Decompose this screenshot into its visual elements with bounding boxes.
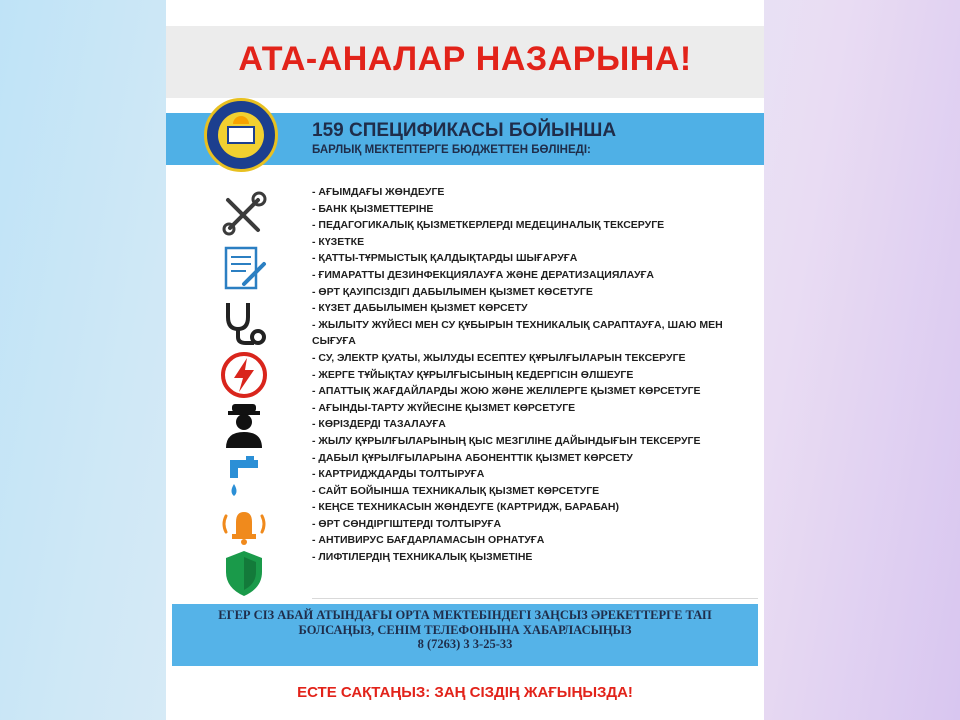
document-pen-icon xyxy=(216,244,272,294)
list-item: - ҒИМАРАТТЫ ДЕЗИНФЕКЦИЯЛАУҒА ЖӘНЕ ДЕРАТИЗАЦИЯЛАУҒА xyxy=(312,268,655,281)
poster xyxy=(166,0,764,720)
list-item: - ЖЫЛУ ҚҰРЫЛҒЫЛАРЫНЫҢ ҚЫС МЕЗГІЛІНЕ ДАЙЫНДЫҒЫН ТЕКСЕРУГЕ xyxy=(312,434,701,447)
list-item: - ЖЫЛЫТУ ЖҮЙЕСІ МЕН СУ ҚҰБЫРЫН ТЕХНИКАЛЫҚ САРАПТАУҒА, ШАЮ МЕН СЫҒУҒА xyxy=(312,318,723,348)
divider xyxy=(312,598,758,599)
alarm-bell-icon xyxy=(216,500,272,550)
list-item: - КӨРІЗДЕРДІ ТАЗАЛАУҒА xyxy=(312,418,446,431)
education-department-seal xyxy=(204,98,278,172)
hotline-text xyxy=(172,608,758,652)
list-item: - КАРТРИДЖДАРДЫ ТОЛТЫРУҒА xyxy=(312,468,485,481)
list-item: - ПЕДАГОГИКАЛЫҚ ҚЫЗМЕТКЕРЛЕРДІ МЕДЕЦИНАЛЫҚ ТЕКСЕРУГЕ xyxy=(312,219,665,232)
list-item: - ҚАТТЫ-ТҰРМЫСТЫҚ ҚАЛДЫҚТАРДЫ ШЫҒАРУҒА xyxy=(312,252,578,265)
list-item: - БАНК ҚЫЗМЕТТЕРІНЕ xyxy=(312,202,434,215)
list-item: - АҒЫНДЫ-ТАРТУ ЖҮЙЕСІНЕ ҚЫЗМЕТ КӨРСЕТУГЕ xyxy=(312,401,576,414)
list-item: - АҒЫМДАҒЫ ЖӨНДЕУГЕ xyxy=(312,186,445,198)
list-item: - ӨРТ ҚАУІПСІЗДІГІ ДАБЫЛЫМЕН ҚЫЗМЕТ КӨСЕТУГЕ xyxy=(312,285,593,298)
list-item: - ДАБЫЛ ҚҰРЫЛҒЫЛАРЫНА АБОНЕНТТІК ҚЫЗМЕТ КӨРСЕТУ xyxy=(312,451,633,464)
hotline-phone: 8 (7263) 3 3-25-33 xyxy=(417,637,513,651)
list-item: - ЛИФТІЛЕРДІҢ ТЕХНИКАЛЫҚ ҚЫЗМЕТІНЕ xyxy=(312,551,533,564)
seal-sun-icon xyxy=(233,116,249,124)
list-item: - КҮЗЕТКЕ xyxy=(312,235,365,248)
stethoscope-icon xyxy=(216,297,272,347)
seal-book-icon xyxy=(227,126,255,144)
poster-title: АТА-АНАЛАР НАЗАРЫНА! xyxy=(238,40,692,78)
hotline-line1: ЕГЕР СІЗ АБАЙ АТЫНДАҒЫ ОРТА МЕКТЕБІНДЕГІ ЗАҢСЫЗ ӘРЕКЕТТЕРГЕ ТАП xyxy=(218,608,712,622)
hotline-line2: БОЛСАҢЫЗ, СЕНІМ ТЕЛЕФОНЫНА ХАБАРЛАСЫҢЫЗ xyxy=(298,622,632,637)
header-title: 159 СПЕЦИФИКАСЫ БОЙЫНША xyxy=(312,120,617,141)
list-item: - КҮЗЕТ ДАБЫЛЫМЕН ҚЫЗМЕТ КӨРСЕТУ xyxy=(312,302,528,315)
guard-icon xyxy=(216,400,272,450)
list-item: - САЙТ БОЙЫНША ТЕХНИКАЛЫҚ ҚЫЗМЕТ КӨРСЕТУГЕ xyxy=(312,484,600,497)
expense-items-list xyxy=(312,184,752,566)
list-item: - АНТИВИРУС БАҒДАРЛАМАСЫН ОРНАТУҒА xyxy=(312,534,545,547)
list-item: - ӨРТ СӨНДІРГІШТЕРДІ ТОЛТЫРУҒА xyxy=(312,517,502,530)
title-band xyxy=(166,26,764,98)
list-item: - КЕҢСЕ ТЕХНИКАСЫН ЖӨНДЕУГЕ (КАРТРИДЖ, БАРАБАН) xyxy=(312,501,620,514)
list-item: - АПАТТЫҚ ЖАҒДАЙЛАРДЫ ЖОЮ ЖӘНЕ ЖЕЛІЛЕРГЕ ҚЫЗМЕТ КӨРСЕТУГЕ xyxy=(312,385,701,398)
list-item: - ЖЕРГЕ ТҰЙЫҚТАУ ҚҰРЫЛҒЫСЫНЫҢ КЕДЕРГІСІН ӨЛШЕУГЕ xyxy=(312,368,634,381)
lightning-icon xyxy=(216,350,272,400)
shield-icon xyxy=(216,548,272,598)
footer-slogan: ЕСТЕ САҚТАҢЫЗ: ЗАҢ СІЗДІҢ ЖАҒЫҢЫЗДА! xyxy=(297,684,633,701)
tools-icon xyxy=(216,190,272,240)
seal-center xyxy=(218,112,264,158)
header-subtitle: БАРЛЫҚ МЕКТЕПТЕРГЕ БЮДЖЕТТЕН БӨЛІНЕДІ: xyxy=(312,144,591,156)
list-item: - СУ, ЭЛЕКТР ҚУАТЫ, ЖЫЛУДЫ ЕСЕПТЕУ ҚҰРЫЛҒЫЛАРЫН ТЕКСЕРУГЕ xyxy=(312,351,686,364)
faucet-icon xyxy=(216,452,272,502)
hotline-band xyxy=(172,604,758,666)
